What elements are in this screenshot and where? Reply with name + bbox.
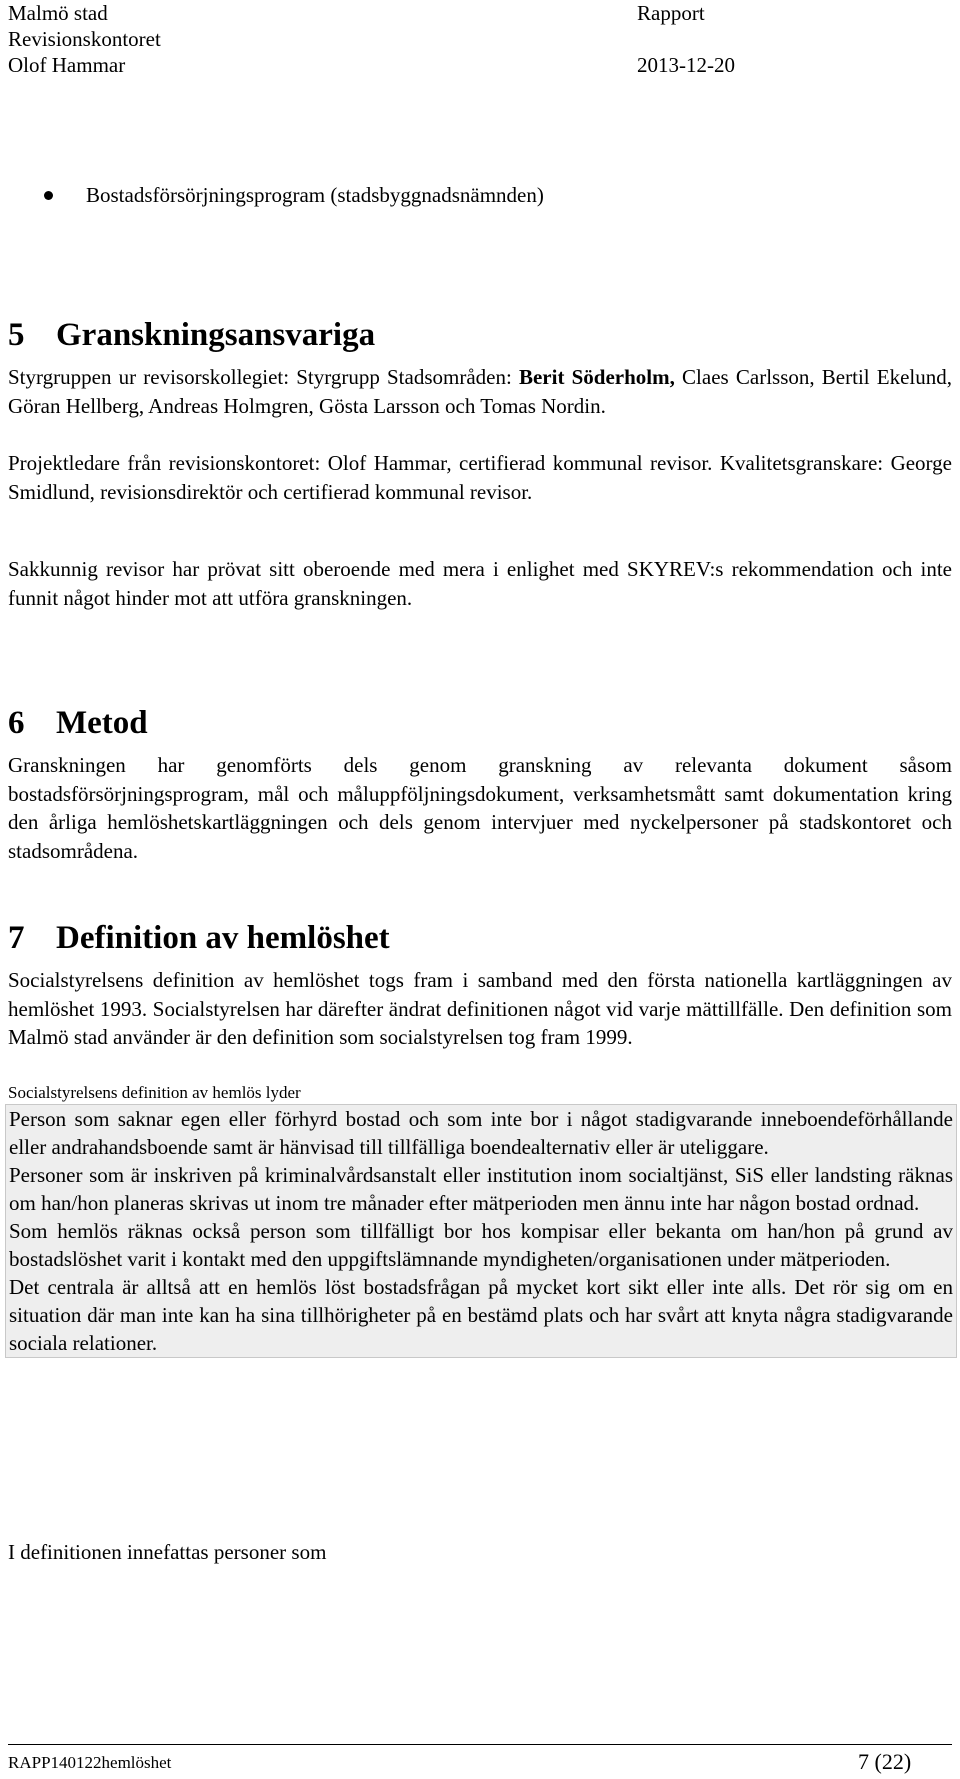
section-6-title: Metod	[56, 705, 148, 741]
section-5-paragraph-2: Projektledare från revisionskontoret: Olof Hammar, certifierad kommunal revisor. Kvalitetsgranskare: George Smidlund, revisionsdirektör och certifierad kommunal revisor.	[8, 451, 952, 504]
header-org: Malmö stad	[8, 1, 108, 25]
section-6-paragraph-1: Granskningen har genomförts dels genom granskning av relevanta dokument såsom bostadsförsörjningsprogram, mål och måluppföljningsdokument, verksamhetsmått samt dokumentation kring den årliga hemlöshetskartläggningen och dels genom intervjuer med nyckelpersoner på stadskontoret och stadsområdena.	[8, 753, 952, 863]
header-doc-type: Rapport	[637, 1, 705, 25]
section-7-paragraph-2: I definitionen innefattas personer som	[8, 1540, 327, 1564]
definition-paragraph: Personer som är inskriven på kriminalvårdsanstalt eller institution inom socialtjänst, SiS eller landsting räknas om han/hon planeras skrivas ut inom tre månader efter mätperioden men ännu inte har någon bostad ordnad.	[9, 1163, 953, 1215]
section-6-heading	[8, 703, 148, 743]
section-7-paragraph-1: Socialstyrelsens definition av hemlöshet togs fram i samband med den första nationella kartläggningen av hemlöshet 1993. Socialstyrelsen har därefter ändrat definitionen något vid varje mättillfälle. Den definition som Malmö stad använder är den definition som socialstyrelsen tog fram 1999.	[8, 968, 952, 1049]
section-5-heading	[8, 315, 375, 355]
footer-page-number: 7 (22)	[858, 1749, 912, 1774]
definition-paragraph: Det centrala är alltså att en hemlös löst bostadsfrågan på mycket kort sikt eller inte alls. Det rör sig om en situation där man inte kan ha sina tillhörigheter på en bestämd plats och har svårt att knyta några stadigvarande sociala relationer.	[9, 1275, 953, 1355]
bullet-item-text: Bostadsförsörjningsprogram (stadsbyggnadsnämnden)	[86, 183, 544, 207]
section-5-paragraph-3: Sakkunnig revisor har prövat sitt oberoende med mera i enlighet med SKYREV:s rekommendation och inte funnit något hinder mot att utföra granskningen.	[8, 557, 952, 610]
section-7-title: Definition av hemlöshet	[56, 920, 390, 956]
section-5-number: 5	[8, 317, 25, 353]
definition-box	[5, 1104, 957, 1358]
section-7-number: 7	[8, 920, 25, 956]
section-5-paragraph-1	[8, 363, 952, 420]
footer-doc-id: RAPP140122hemlöshet	[8, 1753, 172, 1772]
section-7-heading	[8, 918, 390, 958]
bullet-icon	[44, 191, 53, 200]
definition-paragraph: Som hemlös räknas också person som tillfälligt bor hos kompisar eller bekanta om han/hon på grund av bostadslöshet varit i kontakt med den uppgiftslämnande myndigheten/organisationen under mätperioden.	[9, 1219, 953, 1271]
section-6-number: 6	[8, 705, 25, 741]
definition-paragraph: Person som saknar egen eller förhyrd bostad och som inte bor i något stadigvarande inneboendeförhållande eller andrahandsboende samt är hänvisad till tillfälliga boendealternativ eller är uteliggare.	[9, 1107, 953, 1159]
footer-divider	[8, 1744, 952, 1745]
section-5-p1-suffix: Claes Carlsson, Bertil Ekelund, Göran Hellberg, Andreas Holmgren, Gösta Larsson och Tomas Nordin.	[8, 365, 953, 418]
header-date: 2013-12-20	[637, 53, 735, 77]
section-5-p1-prefix: Styrgruppen ur revisorskollegiet: Styrgrupp Stadsområden:	[8, 365, 519, 389]
definition-caption: Socialstyrelsens definition av hemlös lyder	[8, 1083, 301, 1102]
section-5-p1-bold: Berit Söderholm,	[518, 365, 675, 389]
header-dept: Revisionskontoret	[8, 27, 161, 51]
header-author: Olof Hammar	[8, 53, 126, 77]
section-5-title: Granskningsansvariga	[56, 317, 376, 353]
